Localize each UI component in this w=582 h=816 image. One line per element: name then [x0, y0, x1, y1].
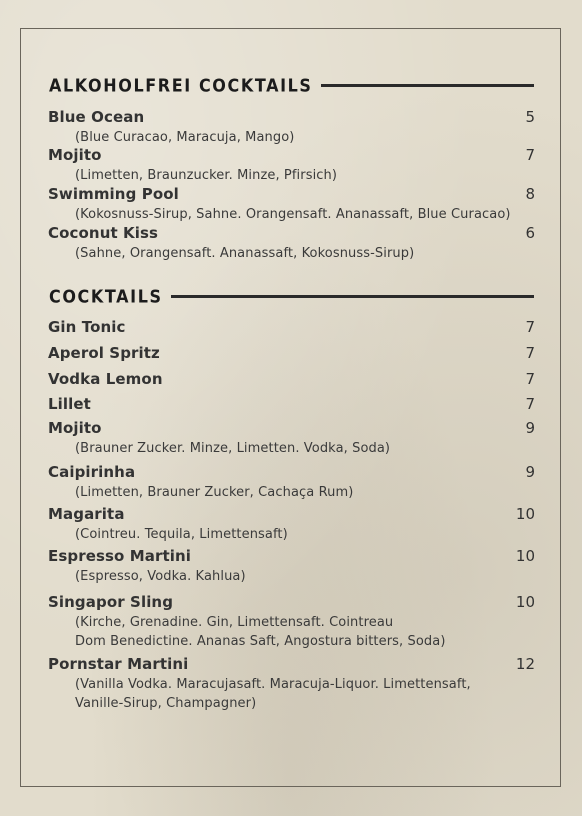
item-name: Gin Tonic [48, 318, 126, 336]
item-name: Blue Ocean [48, 108, 145, 126]
section-title: COCKTAILS [49, 286, 163, 307]
menu-item [48, 395, 535, 415]
item-name: Magarita [48, 505, 125, 523]
menu-item [48, 146, 535, 185]
item-name: Vodka Lemon [48, 370, 163, 388]
menu-item [48, 505, 535, 544]
menu-item [48, 318, 535, 338]
item-description: Dom Benedictine. Ananas Saft, Angostura bitters, Soda) [75, 634, 446, 649]
item-description: (Limetten, Brauner Zucker, Cachaça Rum) [75, 485, 354, 500]
item-price: 9 [525, 463, 535, 481]
item-name: Espresso Martini [48, 547, 192, 565]
section-header-cocktails [49, 287, 534, 306]
item-name: Swimming Pool [48, 185, 179, 203]
item-price: 7 [525, 146, 535, 164]
item-name: Mojito [48, 419, 102, 437]
item-price: 7 [525, 370, 535, 388]
menu-item [48, 344, 535, 364]
item-name: Pornstar Martini [48, 655, 189, 673]
item-price: 6 [525, 224, 535, 242]
item-description: Vanille-Sirup, Champagner) [75, 696, 257, 711]
menu-item [48, 370, 535, 390]
item-name: Lillet [48, 395, 91, 413]
section-title: ALKOHOLFREI COCKTAILS [49, 75, 313, 96]
item-price: 12 [515, 655, 535, 673]
menu-item [48, 593, 535, 651]
menu-item [48, 547, 535, 586]
item-description: (Espresso, Vodka. Kahlua) [75, 569, 246, 584]
section-rule [321, 84, 534, 87]
menu-item [48, 185, 535, 224]
item-description: (Kokosnuss-Sirup, Sahne. Orangensaft. Ananassaft, Blue Curacao) [75, 207, 511, 222]
item-price: 8 [525, 185, 535, 203]
item-description: (Cointreu. Tequila, Limettensaft) [75, 527, 288, 542]
section-header-alkoholfrei [49, 76, 534, 95]
item-price: 5 [525, 108, 535, 126]
item-name: Mojito [48, 146, 102, 164]
menu-item [48, 419, 535, 458]
item-price: 10 [515, 593, 535, 611]
item-description: (Limetten, Braunzucker. Minze, Pfirsich) [75, 168, 338, 183]
item-price: 10 [515, 547, 535, 565]
item-price: 10 [515, 505, 535, 523]
item-description: (Vanilla Vodka. Maracujasaft. Maracuja-Liquor. Limettensaft, [75, 677, 471, 692]
item-description: (Sahne, Orangensaft. Ananassaft, Kokosnuss-Sirup) [75, 246, 415, 261]
item-name: Coconut Kiss [48, 224, 159, 242]
item-name: Singapor Sling [48, 593, 174, 611]
item-description: (Blue Curacao, Maracuja, Mango) [75, 130, 295, 145]
item-name: Aperol Spritz [48, 344, 160, 362]
menu-item [48, 655, 535, 713]
item-description: (Brauner Zucker. Minze, Limetten. Vodka, Soda) [75, 441, 391, 456]
menu-item [48, 224, 535, 263]
section-rule [171, 295, 534, 298]
item-price: 7 [525, 395, 535, 413]
item-price: 9 [525, 419, 535, 437]
item-description: (Kirche, Grenadine. Gin, Limettensaft. Cointreau [75, 615, 394, 630]
menu-item [48, 463, 535, 502]
item-price: 7 [525, 344, 535, 362]
menu-item [48, 108, 535, 147]
item-price: 7 [525, 318, 535, 336]
item-name: Caipirinha [48, 463, 136, 481]
